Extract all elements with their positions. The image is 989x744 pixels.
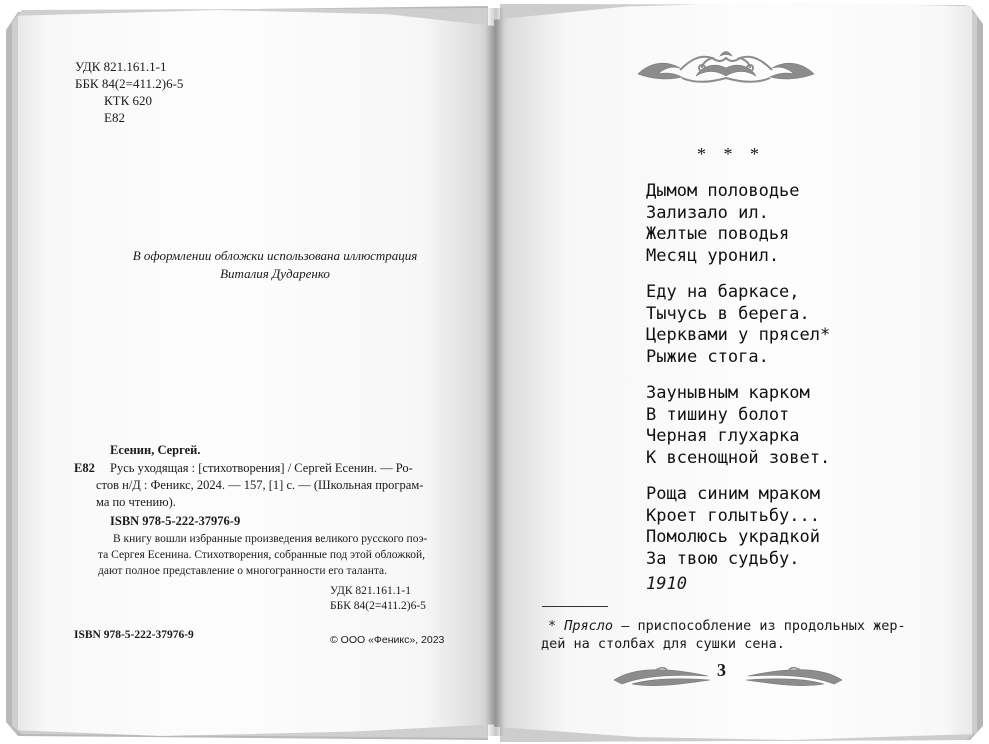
abstract-line-1: В книгу вошли избранные произведения великого русского поэ- — [113, 533, 428, 545]
poem-line: Рыжие стога. — [646, 346, 769, 367]
poem-line: Роща синим мраком — [646, 484, 820, 504]
poem-line: Помолюсь украдкой — [646, 527, 820, 547]
author-mark: Е82 — [74, 461, 95, 475]
poem-line: Зализало ил. — [646, 202, 769, 223]
abstract-line-3: дают полное представление о многогранности его таланта. — [98, 565, 388, 577]
cover-note-line-1: В оформлении обложки использована иллюстрация — [132, 248, 418, 263]
cover-note-line-2: Виталия Дударенко — [220, 266, 330, 281]
bottom-ornament-icon — [612, 660, 844, 692]
poem — [646, 181, 830, 585]
udk-bottom: УДК 821.161.1-1 — [330, 585, 411, 597]
poem-line: Церквами у прясел* — [646, 325, 831, 345]
udk-code: УДК 821.161.1-1 — [75, 59, 167, 74]
poem-line: За твою судьбу. — [646, 548, 800, 569]
poem-line: Тычусь в берега. — [646, 303, 810, 324]
footnote-line-2: дей на столбах для сушки сена. — [541, 636, 785, 652]
footnote-line-1 — [548, 618, 906, 634]
poem-line: Еду на баркасе, — [646, 282, 800, 302]
stanza — [646, 484, 830, 570]
poem-line: Черная глухарка — [646, 426, 800, 446]
isbn-bottom: ISBN 978-5-222-37976-9 — [74, 629, 194, 641]
biblio-line-3: ма по чтению). — [96, 495, 176, 509]
poem-line: Месяц уронил. — [646, 245, 780, 266]
poem-line: Желтые поводья — [646, 224, 790, 244]
bbk-code: ББК 84(2=411.2)6-5 — [75, 76, 184, 91]
poem-line: В тишину болот — [646, 404, 790, 425]
bbk-bottom: ББК 84(2=411.2)6-5 — [330, 600, 426, 612]
footnote-divider — [542, 606, 608, 607]
author-mark-code: Е82 — [104, 110, 125, 125]
ktk-code: КТК 620 — [104, 93, 153, 108]
stanza — [646, 282, 830, 368]
stanza — [646, 181, 830, 267]
poem-line: Кроет голытьбу... — [646, 505, 820, 526]
poem-line: К всенощной зовет. — [646, 447, 831, 468]
stanza — [646, 383, 830, 469]
book-spine-shadow — [486, 8, 504, 736]
author-heading: Есенин, Сергей. — [110, 443, 201, 457]
top-ornament-icon — [636, 46, 816, 88]
page-number: 3 — [717, 660, 726, 680]
footnote-term: Прясло — [564, 618, 614, 634]
biblio-line-2: стов н/Д : Феникс, 2024. — 157, [1] с. — (Школьная програм- — [96, 478, 424, 492]
isbn-main: ISBN 978-5-222-37976-9 — [110, 514, 241, 528]
poem-year: 1910 — [646, 574, 687, 594]
poem-line: Дымом половодье — [646, 181, 800, 201]
poem-line: Заунывным карком — [646, 383, 810, 403]
classification-codes — [75, 58, 183, 126]
biblio-line-1: Русь уходящая : [стихотворения] / Сергей Есенин. — Ро- — [110, 461, 413, 475]
footnote-star: * — [548, 618, 557, 634]
copyright: © ООО «Феникс», 2023 — [330, 634, 445, 646]
footnote-definition: — приспособление из продольных жер- — [613, 618, 906, 634]
section-asterisks: * * * — [697, 144, 760, 164]
cover-illustration-note — [110, 247, 440, 283]
abstract-line-2: та Сергея Есенина. Стихотворения, собранные под этой обложкой, — [98, 549, 425, 561]
